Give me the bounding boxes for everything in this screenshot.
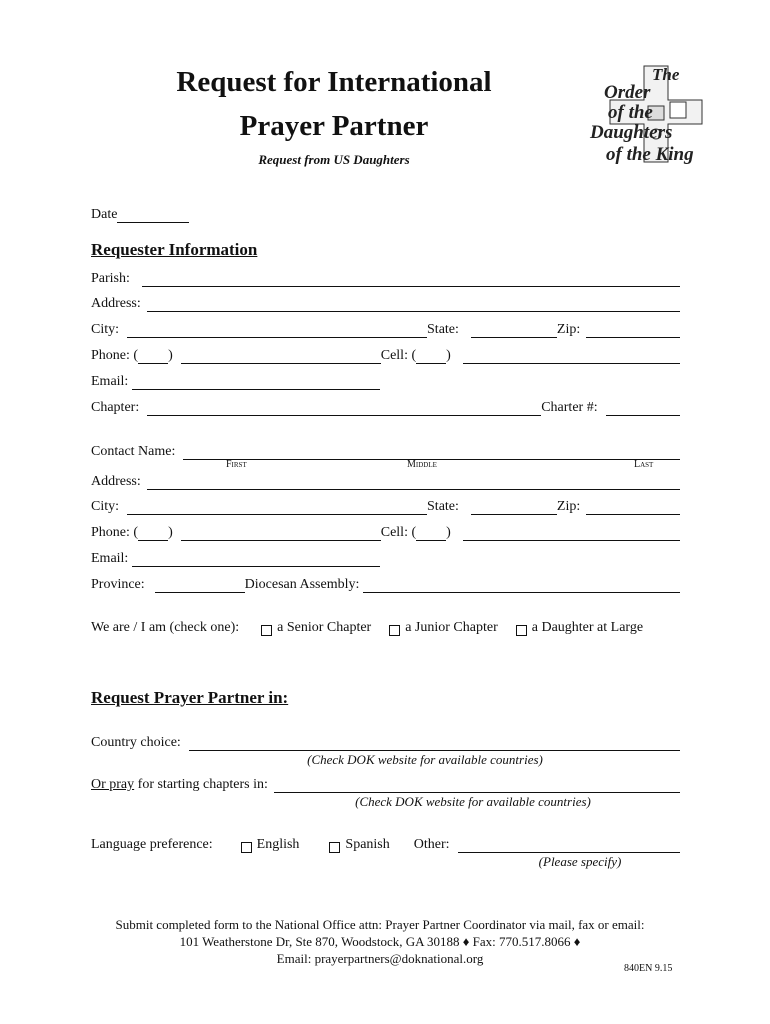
contact-state-label: State: [427, 499, 459, 514]
contact-phone-label: Phone: ( [91, 525, 139, 540]
province-field[interactable] [155, 578, 245, 593]
junior-chapter-label: a Junior Chapter [405, 620, 498, 635]
other-field[interactable] [458, 838, 680, 853]
form-code: 840EN 9.15 [624, 963, 673, 974]
svg-text:The: The [652, 65, 680, 84]
contact-phone-row [91, 521, 680, 541]
email-label: Email: [91, 374, 129, 389]
contact-address-row [91, 470, 680, 490]
starting-label: for starting chapters in: [134, 777, 268, 792]
contact-city-label: City: [91, 499, 120, 514]
svg-text:Daughters: Daughters [590, 122, 673, 143]
contact-zip-label: Zip: [556, 499, 581, 514]
city-row [91, 318, 680, 338]
date-row [91, 203, 680, 223]
contact-cell-close: ) [446, 525, 451, 540]
footer-line3: Email: prayerpartners@doknational.org [276, 951, 484, 966]
spanish-checkbox[interactable] [329, 842, 340, 853]
country-row [91, 731, 680, 751]
daughter-at-large-label: a Daughter at Large [531, 620, 644, 635]
requester-heading: Requester Information [91, 240, 258, 259]
state-field[interactable] [471, 323, 557, 338]
cell-close: ) [446, 348, 451, 363]
starting-row [91, 773, 680, 793]
state-label: State: [427, 322, 459, 337]
svg-text:Order: Order [604, 82, 651, 103]
footer-line1: Submit completed form to the National Office attn: Prayer Partner Coordinator via mail, fax or email: [115, 917, 645, 932]
province-row [91, 573, 680, 593]
parish-label: Parish: [91, 271, 130, 286]
diocesan-field[interactable] [363, 578, 680, 593]
cell-field[interactable] [463, 349, 680, 364]
contact-phone-close: ) [168, 525, 173, 540]
starting-note: (Check DOK website for available countries) [355, 794, 591, 809]
footer-line2: 101 Weatherstone Dr, Ste 870, Woodstock, GA 30188 ♦ Fax: 770.517.8066 ♦ [179, 934, 581, 949]
parish-field[interactable] [142, 272, 680, 287]
contact-email-field[interactable] [132, 552, 380, 567]
form-subtitle: Request from US Daughters [258, 152, 410, 167]
spanish-label: Spanish [345, 837, 390, 852]
phone-label: Phone: ( [91, 348, 139, 363]
contact-phone-field[interactable] [181, 526, 381, 541]
zip-label: Zip: [556, 322, 581, 337]
phone-field[interactable] [181, 349, 381, 364]
contact-cell-area-field[interactable] [416, 526, 446, 541]
city-label: City: [91, 322, 120, 337]
cell-label: Cell: ( [380, 348, 417, 363]
language-row [91, 833, 680, 853]
contact-name-field[interactable] [183, 445, 680, 460]
contact-email-label: Email: [91, 551, 129, 566]
svg-text:of the: of the [608, 102, 653, 123]
senior-chapter-label: a Senior Chapter [277, 620, 372, 635]
other-label: Other: [413, 837, 450, 852]
dok-logo [586, 62, 726, 166]
contact-address-label: Address: [91, 474, 141, 489]
svg-text:of the King: of the King [606, 144, 694, 165]
other-note: (Please specify) [538, 854, 622, 869]
form-title-line1: Request for International [176, 66, 492, 98]
contact-name-row [91, 440, 680, 460]
chapter-label: Chapter: [91, 400, 140, 415]
contact-cell-field[interactable] [463, 526, 680, 541]
chapter-row [91, 396, 680, 416]
middle-name-caption: Middle [407, 459, 437, 470]
address-label: Address: [91, 296, 141, 311]
contact-phone-area-field[interactable] [138, 526, 168, 541]
or-pray-label: Or pray [91, 777, 135, 792]
date-label: Date [91, 207, 118, 222]
english-checkbox[interactable] [241, 842, 252, 853]
starting-field[interactable] [274, 778, 680, 793]
address-field[interactable] [147, 297, 680, 312]
contact-city-field[interactable] [127, 500, 427, 515]
contact-zip-field[interactable] [586, 500, 680, 515]
parish-row [91, 267, 680, 287]
address-row [91, 292, 680, 312]
phone-close: ) [168, 348, 173, 363]
country-field[interactable] [189, 736, 680, 751]
charter-field[interactable] [606, 401, 680, 416]
first-name-caption: First [226, 459, 247, 470]
phone-area-field[interactable] [138, 349, 168, 364]
contact-city-row [91, 495, 680, 515]
contact-email-row [91, 547, 680, 567]
request-heading: Request Prayer Partner in: [91, 688, 289, 707]
junior-chapter-checkbox[interactable] [389, 625, 400, 636]
country-note: (Check DOK website for available countries) [307, 752, 543, 767]
charter-label: Charter #: [541, 400, 598, 415]
email-row [91, 370, 680, 390]
contact-state-field[interactable] [471, 500, 557, 515]
form-title-line2: Prayer Partner [239, 110, 429, 142]
email-field[interactable] [132, 375, 380, 390]
daughter-at-large-checkbox[interactable] [516, 625, 527, 636]
language-label: Language preference: [91, 837, 213, 852]
contact-name-label: Contact Name: [91, 444, 176, 459]
date-field[interactable] [117, 208, 189, 223]
contact-address-field[interactable] [147, 475, 680, 490]
chapter-field[interactable] [147, 401, 541, 416]
city-field[interactable] [127, 323, 427, 338]
senior-chapter-checkbox[interactable] [261, 625, 272, 636]
zip-field[interactable] [586, 323, 680, 338]
check-one-label: We are / I am (check one): [91, 620, 240, 635]
contact-cell-label: Cell: ( [380, 525, 417, 540]
diocesan-label: Diocesan Assembly: [244, 577, 360, 592]
province-label: Province: [91, 577, 145, 592]
cell-area-field[interactable] [416, 349, 446, 364]
last-name-caption: Last [634, 459, 654, 470]
country-label: Country choice: [91, 735, 181, 750]
phone-row [91, 344, 680, 364]
check-one-row [91, 616, 685, 636]
english-label: English [256, 837, 300, 852]
